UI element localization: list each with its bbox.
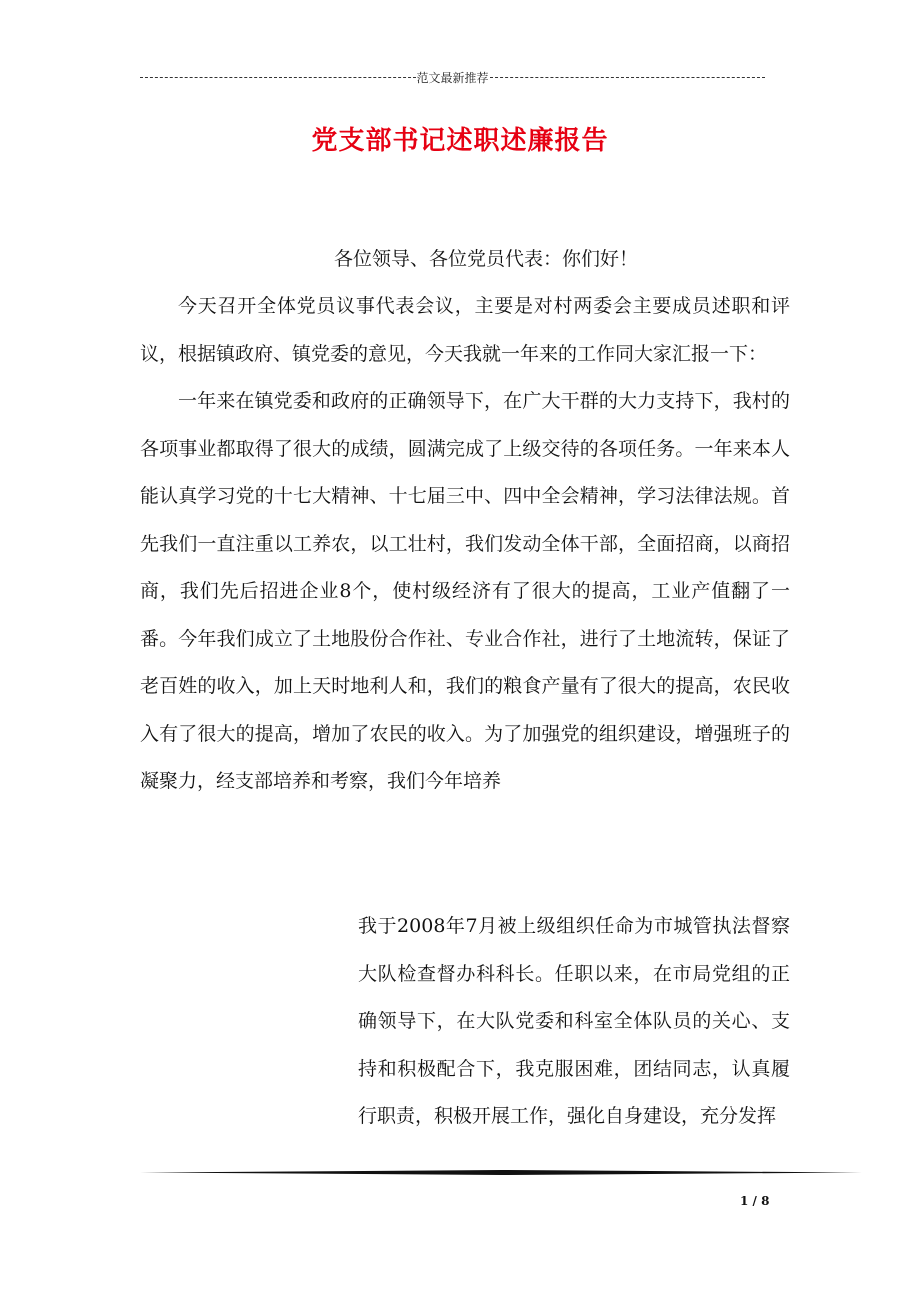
page-header [140,69,765,85]
header-dash-right [490,77,766,78]
section-1 [140,283,790,806]
document-title: 党支部书记述职述廉报告 [311,126,609,156]
paragraph-1: 今天召开全体党员议事代表会议，主要是对村两委会主要成员述职和评议，根据镇政府、镇党委的意见，今天我就一年来的工作同大家汇报一下： [140,295,790,365]
header-text: 范文最新推荐 [416,70,489,85]
page-number: 1 / 8 [740,1194,770,1208]
paragraph-2: 一年来在镇党委和政府的正确领导下，在广大干群的大力支持下，我村的各项事业都取得了很大的成绩，圆满完成了上级交待的各项任务。一年来本人能认真学习党的十七大精神、十七届三中、四中全会精神，学习法律法规。首先我们一直注重以工养农，以工壮村，我们发动全体干部，全面招商，以商招商，我们先后招进企业8个，使村级经济有了很大的提高，工业产值翻了一番。今年我们成立了土地股份合作社、专业合作社，进行了土地流转，保证了老百姓的收入，加上天时地利人和，我们的粮食产量有了很大的提高，农民收入有了很大的提高，增加了农民的收入。为了加强党的组织建设，增强班子的凝聚力，经支部培养和考察，我们今年培养 [140,390,790,792]
greeting: 各位领导、各位党员代表：你们好！ [334,248,639,270]
header-dash-left [140,77,416,78]
footer-rule [140,1170,862,1175]
paragraph-3: 我于2008年7月被上级组织任命为市城管执法督察大队检查督办科科长。任职以来，在市局党组的正确领导下，在大队党委和科室全体队员的关心、支持和积极配合下，我克服困难，团结同志，认真履行职责，积极开展工作，强化自身建设，充分发挥 [358,915,790,1127]
section-2 [140,903,790,1141]
